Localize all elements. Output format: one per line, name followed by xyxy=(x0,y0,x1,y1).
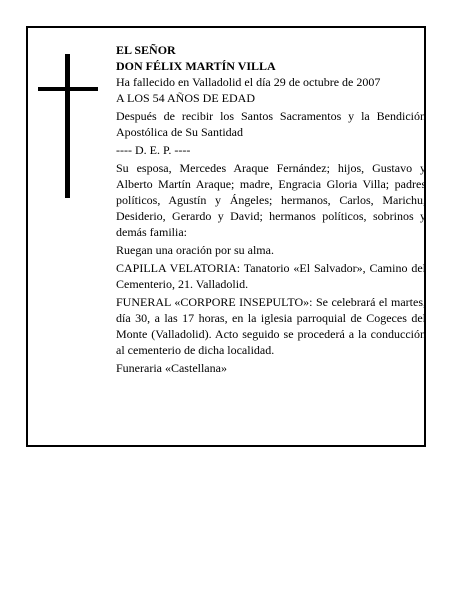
chapel-text: CAPILLA VELATORIA: Tanatorio «El Salvador», Camino del Cementerio, 21. Valladolid. xyxy=(116,261,426,291)
rip-line: ---- D. E. P. ---- xyxy=(116,143,191,157)
funeral-text: FUNERAL «CORPORE INSEPULTO»: Se celebrará el martes, día 30, a las 17 horas, en la iglesia parroquial de Cogeces del Monte (Valladolid). Acto seguido se procederá a la conducción al cementerio de dicha localidad. xyxy=(116,295,426,357)
family-text: Su esposa, Mercedes Araque Fernández; hijos, Gustavo y Alberto Martín Araque; madre, Engracia Gloria Villa; padres políticos, Agustín y Ángeles; hermanos, Carlos, Marichu, Desiderio, Gerardo y David; hermanos políticos, sobrinos y demás familia: xyxy=(116,161,426,239)
cross-horizontal-bar xyxy=(38,87,98,91)
cross-vertical-bar xyxy=(65,54,70,198)
notice-title: EL SEÑOR xyxy=(116,43,176,57)
notice-body xyxy=(116,42,426,378)
deceased-name: DON FÉLIX MARTÍN VILLA xyxy=(116,59,276,73)
funeral-home-text: Funeraria «Castellana» xyxy=(116,361,227,375)
cross-icon xyxy=(38,54,98,198)
age-statement: A LOS 54 AÑOS DE EDAD xyxy=(116,91,256,105)
obituary-notice xyxy=(26,26,426,447)
sacraments-text: Después de recibir los Santos Sacramentos y la Bendición Apostólica de Su Santidad xyxy=(116,109,426,139)
prayer-text: Ruegan una oración por su alma. xyxy=(116,243,274,257)
death-statement: Ha fallecido en Valladolid el día 29 de octubre de 2007 xyxy=(116,75,381,89)
